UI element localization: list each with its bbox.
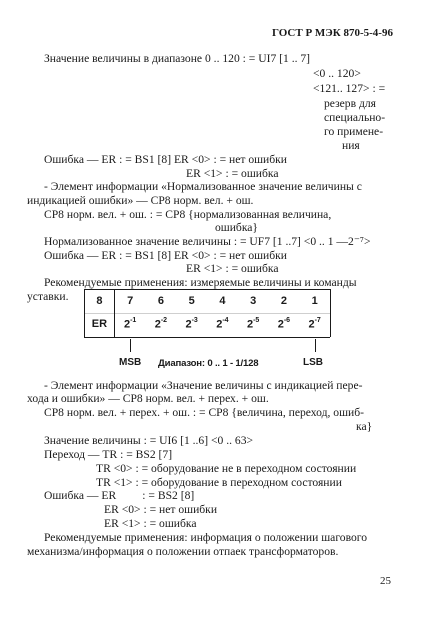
reserve-text-4: ния (342, 139, 360, 152)
bit-weight (299, 318, 330, 331)
error-definition: Ошибка — ER : = BS1 [8] ER <0> : = нет ошибки (44, 153, 287, 166)
recommended-use: Рекомендуемые применения: информация о положении шагового (44, 531, 368, 544)
info-element-intro-2: хода и ошибки» — CP8 норм. вел. + перех. + ош. (27, 392, 269, 405)
transition-state-1: TR <1> : = оборудование в переходном состоянии (96, 476, 342, 489)
bit-weight (176, 318, 207, 331)
bit-number: 7 (127, 295, 134, 307)
info-element-intro: - Элемент информации «Значение величины с индикацией пере- (44, 379, 363, 392)
bit-weight (207, 318, 238, 331)
diagram-right-border (330, 289, 331, 337)
recommended-use: Рекомендуемые применения: измеряемые величины и команды (44, 276, 357, 289)
recommended-use-2: механизма/информация о положении отпаек трансформаторов. (27, 545, 339, 558)
diagram-bottom-border (84, 337, 330, 338)
bit-weight-exponent: -1 (130, 317, 137, 324)
cp8-definition-2: ошибка} (215, 221, 258, 234)
diagram-left-border (84, 289, 85, 337)
er-cell-divider (114, 289, 115, 337)
bit-number: 3 (250, 295, 257, 307)
lsb-tick (315, 339, 316, 352)
cp8-definition-2: ка} (356, 420, 373, 433)
diagram-middle-border (84, 313, 330, 314)
reserve-text-3: го примене- (324, 125, 384, 138)
range-121-127: <121.. 127> : = (313, 82, 386, 95)
error-definition: Ошибка — ER : = BS1 [8] ER <0> : = нет ошибки (44, 249, 287, 262)
bit-weight (269, 318, 300, 331)
error-state-1: ER <1> : = ошибка (104, 517, 197, 530)
document-header: ГОСТ Р МЭК 870-5-4-96 (272, 27, 393, 39)
bit-number: 1 (311, 295, 318, 307)
cp8-definition: CP8 норм. вел. + перех. + ош. : = CP8 {величина, переход, ошиб- (44, 406, 364, 419)
range-label: Диапазон: 0 .. 1 - 1/128 (158, 358, 259, 369)
error-definition-2: ER <1> : = ошибка (186, 167, 279, 180)
recommended-use-2: уставки. (27, 290, 69, 303)
bit-number: 6 (157, 295, 164, 307)
error-state-0: ER <0> : = нет ошибки (104, 503, 218, 516)
info-element-intro-2: индикацией ошибки» — CP8 норм. вел. + ош. (27, 194, 254, 207)
bit-weight (146, 318, 177, 331)
bit-weight-exponent: -2 (160, 317, 168, 324)
bit-weight-base: 2 (154, 318, 161, 331)
msb-tick (130, 339, 131, 352)
msb-label: MSB (119, 357, 142, 368)
normalized-value-line: Нормализованное значение величины : = UF7 [1 ..7] <0 .. 1 —2⁻⁷> (44, 235, 371, 248)
bit-number: 4 (219, 295, 226, 307)
bit-weight-base: 2 (123, 318, 131, 331)
info-element-intro: - Элемент информации «Нормализованное значение величины с (44, 180, 362, 193)
bit-weight-base: 2 (216, 318, 223, 331)
value-range-line: Значение величины в диапазоне 0 .. 120 : = UI7 [1 .. 7] (44, 52, 311, 65)
bit-number: 8 (96, 295, 103, 307)
value-definition: Значение величины : = UI6 [1 ..6] <0 .. 63> (44, 434, 254, 447)
bit-weight-exponent: -4 (222, 317, 229, 324)
er-label: ER (91, 318, 108, 330)
error-definition: Ошибка — ER : = BS2 [8] (44, 489, 195, 502)
diagram-top-border (84, 289, 330, 290)
bit-weight-exponent: -6 (283, 317, 291, 324)
bit-weight-base: 2 (308, 318, 315, 331)
bit-weight (238, 318, 269, 331)
error-definition-2: ER <1> : = ошибка (186, 262, 279, 275)
bit-weight-base: 2 (277, 318, 284, 331)
bit-number: 5 (188, 295, 195, 307)
bit-weight-exponent: -7 (314, 317, 321, 324)
bit-weight (115, 318, 146, 331)
lsb-label: LSB (303, 357, 323, 368)
bit-weight-base: 2 (185, 318, 192, 331)
bit-weight-exponent: -3 (191, 317, 198, 324)
bit-weight-exponent: -5 (253, 317, 260, 324)
page-number: 25 (380, 575, 391, 587)
transition-state-0: TR <0> : = оборудование не в переходном состоянии (96, 462, 357, 475)
bit-weight-base: 2 (246, 318, 254, 331)
reserve-text-2: специально- (324, 111, 386, 124)
cp8-definition: CP8 норм. вел. + ош. : = CP8 {нормализованная величина, (44, 208, 332, 221)
bit-number: 2 (280, 295, 287, 307)
transition-definition: Переход — TR : = BS2 [7] (44, 448, 173, 461)
range-0-120: <0 .. 120> (313, 67, 361, 80)
reserve-text-1: резерв для (324, 97, 376, 110)
